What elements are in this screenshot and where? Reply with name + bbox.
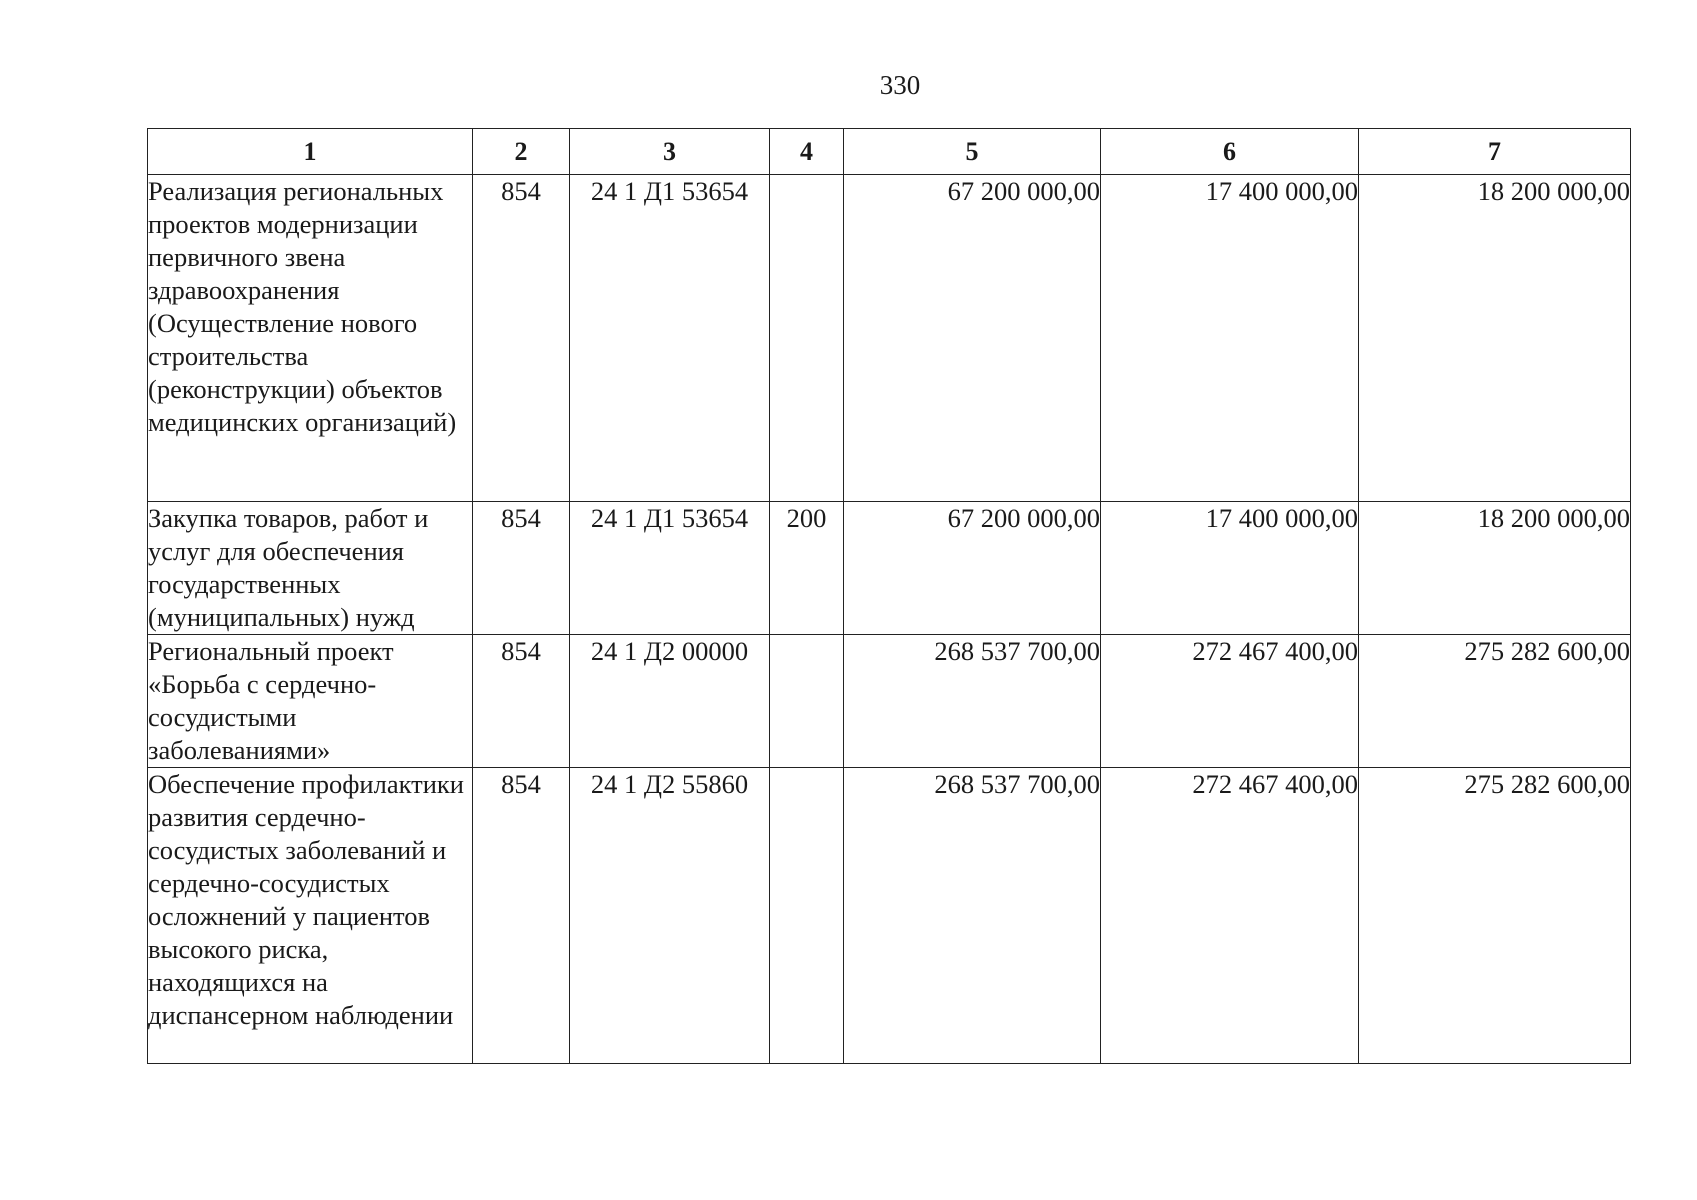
- table-row: [148, 502, 1631, 635]
- row-name-cell: Обеспечение профилактики развития сердечно-сосудистых заболеваний и сердечно-сосудистых осложнений у пациентов высокого риска, находящихся на диспансерном наблюдении: [148, 768, 473, 1064]
- amount-col7-cell: 18 200 000,00: [1359, 175, 1631, 502]
- header-col-7: 7: [1359, 129, 1631, 175]
- header-col-6: 6: [1101, 129, 1359, 175]
- header-col-2: 2: [473, 129, 570, 175]
- header-col-3: 3: [570, 129, 770, 175]
- header-row: [148, 129, 1631, 175]
- amount-col5-cell: 268 537 700,00: [844, 635, 1101, 768]
- expense-type-cell: [770, 175, 844, 502]
- header-col-5: 5: [844, 129, 1101, 175]
- expense-type-cell: 200: [770, 502, 844, 635]
- header-col-1: 1: [148, 129, 473, 175]
- ministry-code-cell: 854: [473, 175, 570, 502]
- row-name-cell: Реализация региональных проектов модернизации первичного звена здравоохранения (Осуществление нового строительства (реконструкции) объектов медицинских организаций): [148, 175, 473, 502]
- target-code-cell: 24 1 Д2 00000: [570, 635, 770, 768]
- ministry-code-cell: 854: [473, 635, 570, 768]
- target-code-cell: 24 1 Д1 53654: [570, 502, 770, 635]
- amount-col6-cell: 272 467 400,00: [1101, 768, 1359, 1064]
- amount-col6-cell: 272 467 400,00: [1101, 635, 1359, 768]
- amount-col7-cell: 275 282 600,00: [1359, 768, 1631, 1064]
- table-row: [148, 175, 1631, 502]
- amount-col5-cell: 67 200 000,00: [844, 502, 1101, 635]
- target-code-cell: 24 1 Д1 53654: [570, 175, 770, 502]
- target-code-cell: 24 1 Д2 55860: [570, 768, 770, 1064]
- expense-type-cell: [770, 635, 844, 768]
- amount-col7-cell: 18 200 000,00: [1359, 502, 1631, 635]
- amount-col6-cell: 17 400 000,00: [1101, 502, 1359, 635]
- amount-col5-cell: 268 537 700,00: [844, 768, 1101, 1064]
- expense-type-cell: [770, 768, 844, 1064]
- amount-col7-cell: 275 282 600,00: [1359, 635, 1631, 768]
- table-header: [148, 129, 1631, 175]
- table-row: [148, 768, 1631, 1064]
- ministry-code-cell: 854: [473, 502, 570, 635]
- table-body: [148, 175, 1631, 1064]
- row-name-cell: Региональный проект «Борьба с сердечно-сосудистыми заболеваниями»: [148, 635, 473, 768]
- page-number: 330: [879, 70, 921, 100]
- ministry-code-cell: 854: [473, 768, 570, 1064]
- amount-col6-cell: 17 400 000,00: [1101, 175, 1359, 502]
- budget-table: [147, 128, 1631, 1064]
- amount-col5-cell: 67 200 000,00: [844, 175, 1101, 502]
- row-name-cell: Закупка товаров, работ и услуг для обеспечения государственных (муниципальных) нужд: [148, 502, 473, 635]
- table-row: [148, 635, 1631, 768]
- header-col-4: 4: [770, 129, 844, 175]
